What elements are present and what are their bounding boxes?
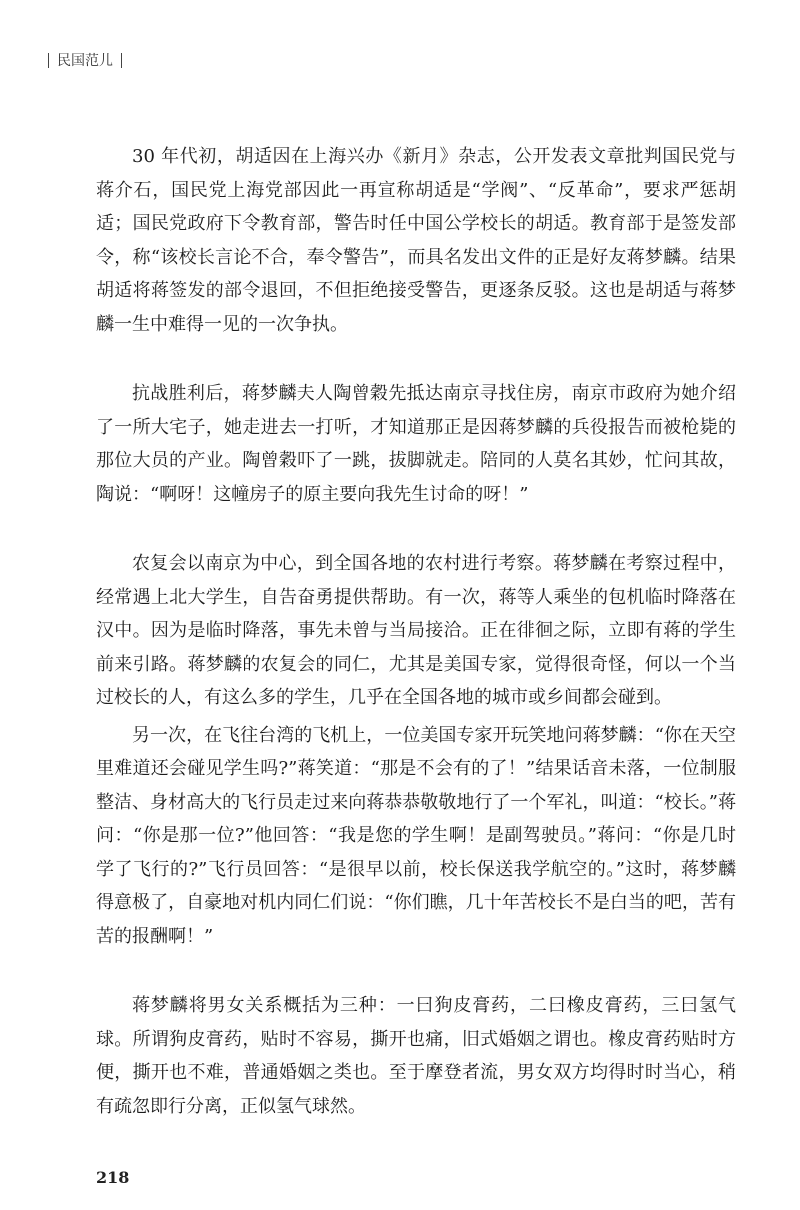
paragraph-hu-shi: 30 年代初，胡适因在上海兴办《新月》杂志，公开发表文章批判国民党与蒋介石，国民党上海党部因此一再宣称胡适是“学阀”、“反革命”，要求严惩胡适；国民党政府下令教育部，警告时任中国公学校长的胡适。教育部于是签发部令，称“该校长言论不合，奉令警告”，而具名发出文件的正是好友蒋梦麟。结果胡适将蒋签发的部令退回，不但拒绝接受警告，更逐条反驳。这也是胡适与蒋梦麟一生中难得一见的一次争执。 <box>96 146 736 335</box>
paragraph-relationships: 蒋梦麟将男女关系概括为三种：一曰狗皮膏药，二曰橡皮膏药，三曰氢气球。所谓狗皮膏药，贴时不容易，撕开也痛，旧式婚姻之谓也。橡皮膏药贴时方便，撕开也不难，普通婚姻之类也。至于摩登者流，男女双方均得时时当心，稍有疏忽即行分离，正似氢气球然。 <box>96 995 736 1117</box>
running-header <box>48 50 122 70</box>
paragraph-nong-fu-hui: 农复会以南京为中心，到全国各地的农村进行考察。蒋梦麟在考察过程中，经常遇上北大学生，自告奋勇提供帮助。有一次，蒋等人乘坐的包机临时降落在汉中。因为是临时降落，事先未曾与当局接洽。正在徘徊之际，立即有蒋的学生前来引路。蒋梦麟的农复会的同仁，尤其是美国专家，觉得很奇怪，何以一个当过校长的人，有这么多的学生，几乎在全国各地的城市或乡间都会碰到。 <box>96 553 736 708</box>
header-divider-right <box>121 53 122 68</box>
page-number: 218 <box>96 1168 130 1187</box>
header-divider-left <box>48 53 49 68</box>
book-title: 民国范儿 <box>57 53 113 69</box>
paragraph-tao-zengu: 抗战胜利后，蒋梦麟夫人陶曾穀先抵达南京寻找住房，南京市政府为她介绍了一所大宅子，她走进去一打听，才知道那正是因蒋梦麟的兵役报告而被枪毙的那位大员的产业。陶曾穀吓了一跳，拔脚就走。陪同的人莫名其妙，忙问其故，陶说：“啊呀！这幢房子的原主要向我先生讨命的呀！” <box>96 383 736 505</box>
paragraph-airplane: 另一次，在飞往台湾的飞机上，一位美国专家开玩笑地问蒋梦麟：“你在天空里难道还会碰见学生吗?”蒋笑道：“那是不会有的了！”结果话音未落，一位制服整洁、身材高大的飞行员走过来向蒋恭恭敬敬地行了一个军礼，叫道：“校长。”蒋问：“你是那一位?”他回答：“我是您的学生啊！是副驾驶员。”蒋问：“你是几时学了飞行的?”飞行员回答：“是很早以前，校长保送我学航空的。”这时，蒋梦麟得意极了，自豪地对机内同仁们说：“你们瞧，几十年苦校长不是白当的吧，苦有苦的报酬啊！” <box>96 724 736 947</box>
page-body <box>96 140 736 1123</box>
